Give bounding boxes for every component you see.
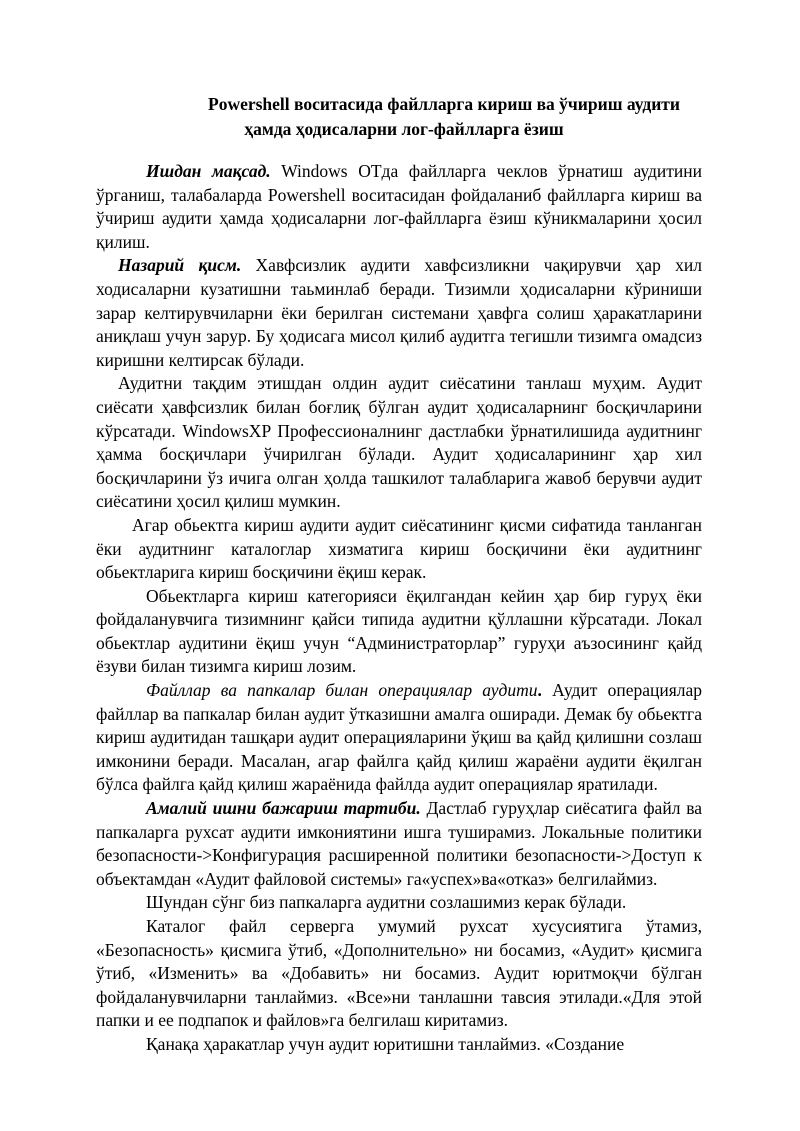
paragraph-object-category bbox=[96, 585, 702, 679]
title-line-1: Powershell воситасида файлларга кириш ва ўчириш аудити bbox=[208, 94, 680, 114]
catalog-text: Каталог файл серверга умумий рухсат хусусиятига ўтамиз, «Безопасность» қисмига ўтиб, «Дополнительно» ни босамиз, «Аудит» қисмига ўтиб, «Изменить» ва «Добавить» ни босамиз. Аудит юритмоқчи бўлган фойдаланувчиларни танлаймиз. «Все»ни танлашни тавсия этилади.«Для этой папки и ее подпапок и файлов»га белгилаш киритамиз. bbox=[96, 916, 702, 1031]
document-title bbox=[96, 92, 702, 142]
paragraph-file-operations bbox=[96, 679, 702, 797]
audit-policy-text: Аудитни тақдим этишдан олдин аудит сиёсатини танлаш муҳим. Аудит сиёсати ҳавфсизлик билан боғлиқ бўлган аудит ҳодисаларнинг босқичларини кўрсатади. WindowsXP Профессионалнинг дастлабки ўрнатилишида аудитнинг ҳамма босқичлари ўчирилган бўлади. Аудит ҳодисаларининг ҳар хил босқичларини ўз ичига олган ҳолда ташкилот талабларига жавоб берувчи аудит сиёсатини ҳосил қилиш мумкин. bbox=[96, 373, 702, 512]
title-line-2: ҳамда ҳодисаларни лог-файлларга ёзиш bbox=[244, 119, 564, 139]
paragraph-purpose bbox=[96, 160, 702, 254]
file-operations-heading: Файллар ва папкалар билан операциялар аудити bbox=[146, 680, 538, 701]
procedure-text: Дастлаб гуруҳлар сиёсатига файл ва папкаларга рухсат аудити имкониятини ишга туширамиз. Локальные политики безопасности->Конфигурация расширенной политики безопасности->Доступ к объектамдан «Аудит файловой системы» га«успех»ва«отказ» белгилаймиз. bbox=[96, 798, 702, 889]
document-page bbox=[96, 92, 702, 1057]
paragraph-folder-audit bbox=[96, 891, 702, 915]
file-operations-text: Аудит операциялар файллар ва папкалар билан аудит ўтказишни амалга оширади. Демак бу обьектга кириш аудитидан ташқари аудит операцияларини ўқиш ва қайд қилишни созлаш имконини беради. Масалан, агар файлга қайд қилиш жараёни аудити ёқилган бўлса файлга қайд қилиш жараёнида файлда аудит операциялар яратилади. bbox=[96, 680, 703, 795]
folder-audit-text: Шундан сўнг биз папкаларга аудитни созлашимиз керак бўлади. bbox=[146, 892, 627, 913]
procedure-heading: Амалий ишни бажариш тартиби. bbox=[146, 798, 421, 819]
theory-heading: Назарий қисм. bbox=[118, 255, 242, 276]
purpose-heading: Ишдан мақсад. bbox=[146, 161, 271, 181]
paragraph-actions bbox=[96, 1033, 702, 1057]
paragraph-object-access bbox=[96, 514, 702, 585]
purpose-text: Windows ОТда файлларга чеклов ўрнатиш аудитини ўрганиш, талабаларда Powershell воситасидан фойдаланиб файлларга кириш ва ўчириш аудити ҳамда ҳодисаларни лог-файлларга ёзиш кўникмаларини ҳосил қилиш. bbox=[96, 161, 702, 252]
file-operations-heading-dot: . bbox=[537, 680, 542, 701]
paragraph-procedure bbox=[96, 797, 702, 891]
actions-text: Қанақа ҳаракатлар учун аудит юритишни танлаймиз. «Создание bbox=[146, 1033, 625, 1054]
object-access-text: Агар обьектга кириш аудити аудит сиёсатининг қисми сифатида танланган ёки аудитнинг каталоглар хизматига кириш босқичини ёки аудитнинг обьектларига кириш босқичини ёқиш керак. bbox=[96, 514, 702, 583]
theory-text: Хавфсизлик аудити хавфсизликни чақирувчи ҳар хил ходисаларни кузатишни таьминлаб беради. Тизимли ҳодисаларни кўриниши зарар келтирувчиларни ёки берилган системани ҳавфга солиш ҳаракатларини аниқлаш учун зарур. Бу ҳодисага мисол қилиб аудитга тегишли тизимга омадсиз киришни келтирсак бўлади. bbox=[96, 255, 702, 370]
paragraph-theory bbox=[96, 254, 702, 372]
object-category-text: Обьектларга кириш категорияси ёқилгандан кейин ҳар бир гуруҳ ёки фойдаланувчига тизимнинг қайси типида аудитни қўллашни кўрсатади. Локал обьектлар аудитини ёқиш учун “Администраторлар” гуруҳи аъзосининг қайд ёзуви билан тизимга кириш лозим. bbox=[96, 585, 702, 677]
paragraph-audit-policy bbox=[96, 372, 702, 514]
paragraph-catalog bbox=[96, 915, 702, 1033]
